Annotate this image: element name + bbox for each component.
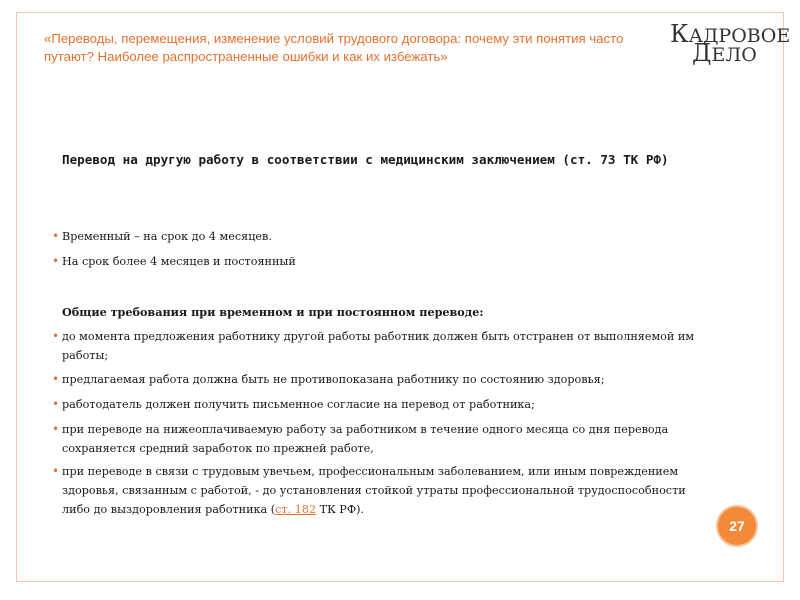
list-item-term: • На срок более 4 месяцев и постоянный (50, 252, 710, 271)
bullet-icon: • (52, 422, 60, 436)
article-182-link[interactable]: ст. 182 (275, 503, 317, 516)
section-heading: Перевод на другую работу в соответствии с медицинским заключением (ст. 73 ТК РФ) (62, 152, 669, 167)
requirements-heading: Общие требования при временном и при постоянном переводе: (62, 305, 484, 319)
bullet-icon: • (52, 329, 60, 343)
bullet-icon: • (52, 254, 60, 268)
bullet-icon: • (52, 229, 60, 243)
bullet-icon: • (52, 372, 60, 386)
list-item-requirement: • при переводе на нижеоплачиваемую работу за работником в течение одного месяца со дня перевода сохраняется средний заработок по прежней работе, (52, 422, 669, 455)
list-item-requirement: • до момента предложения работнику другой работы работник должен быть отстранен от выполняемой им работы; (52, 329, 695, 362)
page-number-badge: 27 (716, 505, 758, 547)
bullet-icon: • (52, 464, 60, 478)
kadrovoe-delo-logo (670, 20, 791, 67)
list-item-term: • Временный – на срок до 4 месяцев. (50, 227, 710, 246)
list-item-requirement: • при переводе в связи с трудовым увечьем, профессиональным заболеванием, или иным повреждением здоровья, связанным с работой, - до установления стойкой утраты профессиональной трудоспособности либо до выздоровления работника (ст. 182 ТК РФ). (52, 464, 686, 516)
logo-line-1: КАДРОВОЕ (670, 20, 791, 48)
list-item-requirement: • работодатель должен получить письменное согласие на перевод от работника; (50, 395, 710, 414)
presentation-title: «Переводы, перемещения, изменение условий трудового договора: почему эти понятия часто путают? Наиболее распространенные ошибки и как их избежать» (44, 31, 624, 64)
logo-line-2: ДЕЛО (692, 39, 757, 67)
bullet-icon: • (52, 397, 60, 411)
list-item-requirement: • предлагаемая работа должна быть не противопоказана работнику по состоянию здоровья; (50, 370, 710, 389)
